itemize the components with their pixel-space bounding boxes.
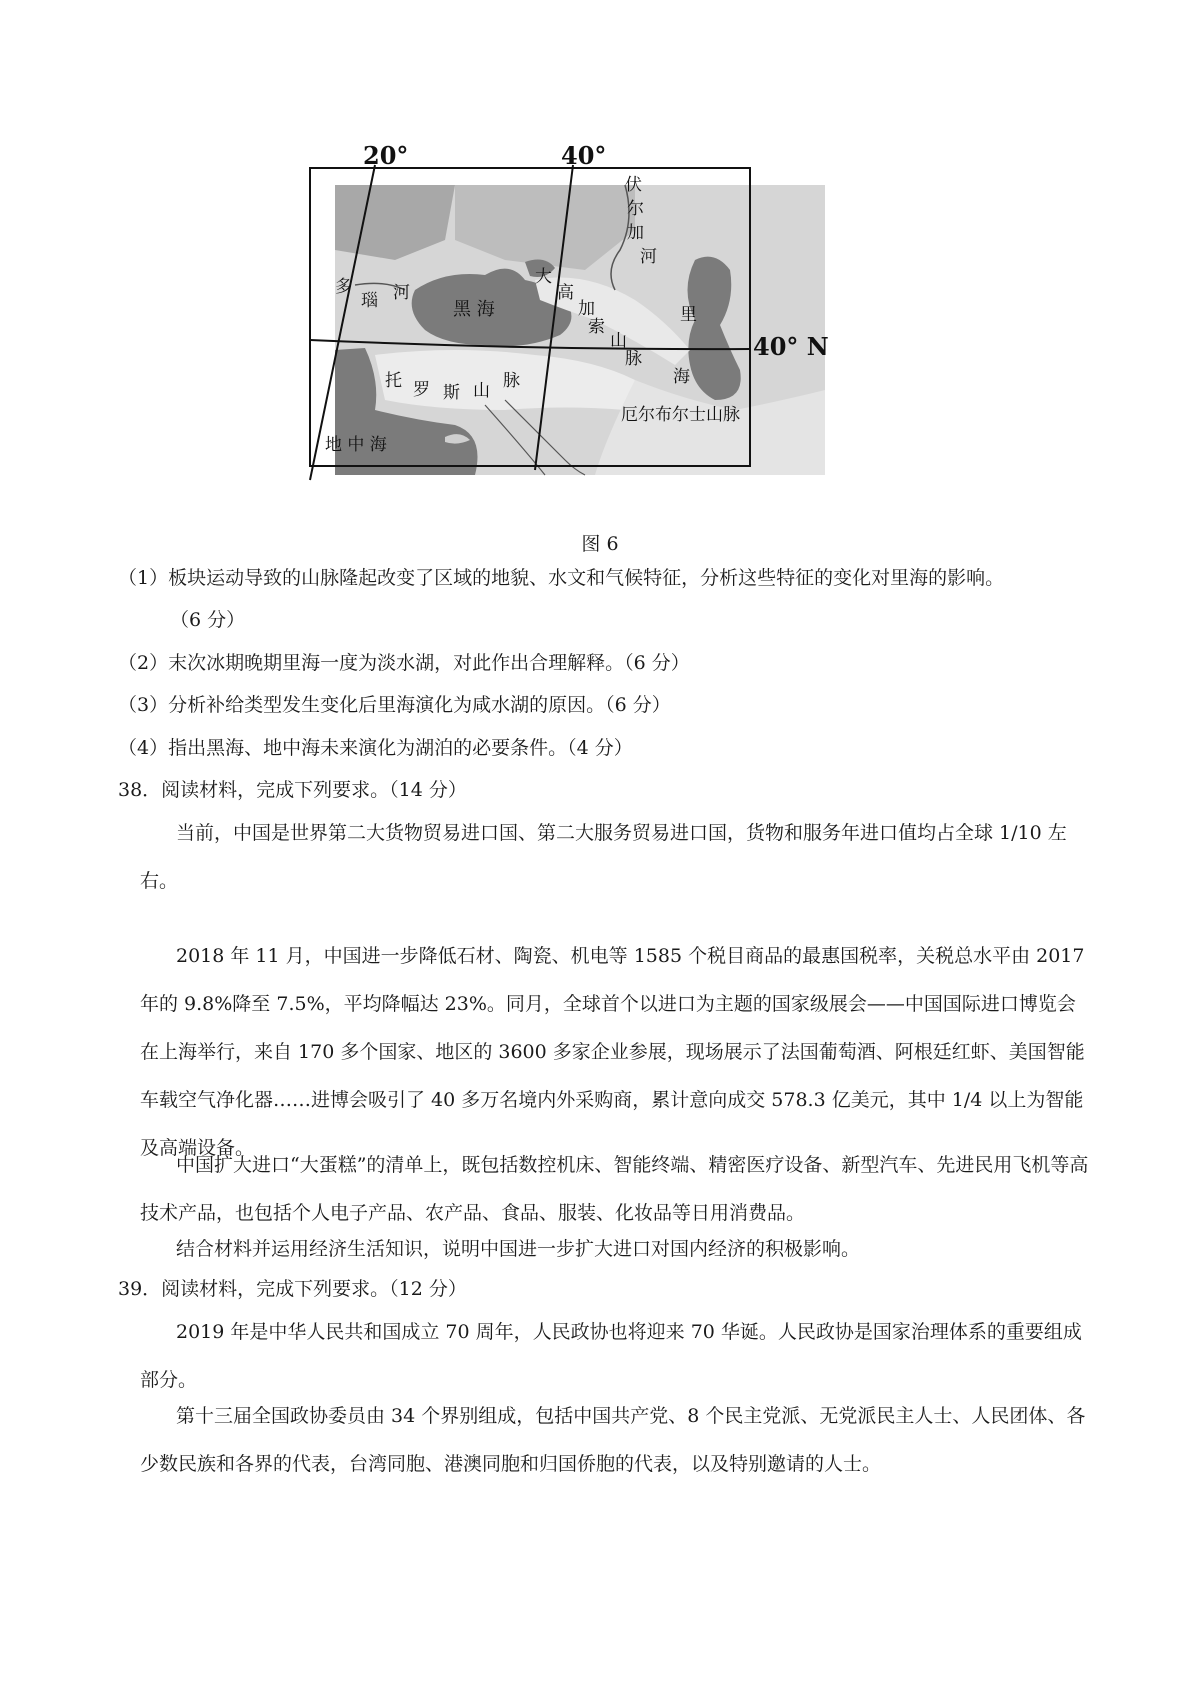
label-taurus-5: 脉 — [503, 371, 520, 391]
q37-sub3: （3）分析补给类型发生变化后里海演化为咸水湖的原因。（6 分） — [118, 694, 671, 716]
q37-sub1: （1）板块运动导致的山脉隆起改变了区域的地貌、水文和气候特征，分析这些特征的变化对里海的影响。 — [118, 567, 1005, 589]
label-caucasus-6: 脉 — [625, 349, 642, 369]
label-caspian-2: 海 — [673, 367, 690, 387]
label-caucasus-5: 山 — [610, 331, 627, 351]
q38-heading: 38．阅读材料，完成下列要求。（14 分） — [118, 779, 467, 801]
q38-para-2: 2018 年 11 月，中国进一步降低石材、陶瓷、机电等 1585 个税目商品的最惠国税率，关税总水平由 2017 年的 9.8%降至 7.5%，平均降幅达 23%。同月，全球首个以进口为主题的国家级展会——中国国际进口博览会在上海举行，来自 170 多个国家、地区的 3600 多家企业参展，现场展示了法国葡萄酒、阿根廷红虾、美国智能车载空气净化器……进博会吸引了 40 多万名境内外采购商，累计意向成交 578.3 亿美元，其中 1/4 以上为智能及高端设备。 — [140, 945, 1085, 1159]
label-danube-3: 河 — [393, 283, 410, 303]
label-taurus-3: 斯 — [443, 383, 460, 403]
q38-para-3: 中国扩大进口“大蛋糕”的清单上，既包括数控机床、智能终端、精密医疗设备、新型汽车、先进民用飞机等高技术产品，也包括个人电子产品、农产品、食品、服装、化妆品等日用消费品。 — [140, 1154, 1089, 1224]
label-taurus-2: 罗 — [413, 380, 430, 400]
label-caucasus-3: 加 — [578, 299, 595, 319]
lon-label-40: 40° — [561, 141, 607, 170]
label-caucasus-1: 大 — [535, 267, 552, 287]
q37-sub1-score: （6 分） — [170, 609, 246, 631]
label-danube-2: 瑙 — [361, 291, 378, 311]
label-caucasus-2: 高 — [557, 283, 574, 303]
label-volga-3: 加 — [627, 223, 644, 243]
q39-para-1: 2019 年是中华人民共和国成立 70 周年，人民政协也将迎来 70 华诞。人民政协是国家治理体系的重要组成部分。 — [140, 1321, 1082, 1391]
label-caspian-1: 里 — [680, 305, 697, 325]
label-elburz: 厄尔布尔士山脉 — [621, 405, 740, 425]
figure-caption: 图 6 — [581, 533, 619, 555]
q37-sub4: （4）指出黑海、地中海未来演化为湖泊的必要条件。（4 分） — [118, 737, 633, 759]
label-black-sea: 黑 海 — [453, 299, 495, 320]
q38-para-4: 结合材料并运用经济生活知识，说明中国进一步扩大进口对国内经济的积极影响。 — [176, 1238, 861, 1260]
label-taurus-4: 山 — [473, 381, 490, 401]
map-figure — [325, 141, 895, 510]
q39-heading: 39．阅读材料，完成下列要求。（12 分） — [118, 1278, 467, 1300]
map-svg — [325, 141, 895, 510]
label-caucasus-4: 索 — [588, 317, 605, 337]
label-mediterranean: 地 中 海 — [325, 435, 387, 455]
label-taurus-1: 托 — [385, 371, 402, 391]
label-volga-1: 伏 — [625, 175, 642, 195]
q38-para-1: 当前，中国是世界第二大货物贸易进口国、第二大服务贸易进口国，货物和服务年进口值均占全球 1/10 左右。 — [140, 822, 1067, 892]
q39-para-2: 第十三届全国政协委员由 34 个界别组成，包括中国共产党、8 个民主党派、无党派民主人士、人民团体、各少数民族和各界的代表，台湾同胞、港澳同胞和归国侨胞的代表，以及特别邀请的人士。 — [140, 1405, 1086, 1475]
lon-label-20: 20° — [363, 141, 409, 170]
q37-sub2: （2）末次冰期晚期里海一度为淡水湖，对此作出合理解释。（6 分） — [118, 652, 690, 674]
lat-label-40n: 40° N — [753, 332, 829, 361]
label-danube-1: 多 — [335, 277, 352, 297]
label-volga-4: 河 — [640, 247, 657, 267]
label-volga-2: 尔 — [627, 199, 644, 219]
